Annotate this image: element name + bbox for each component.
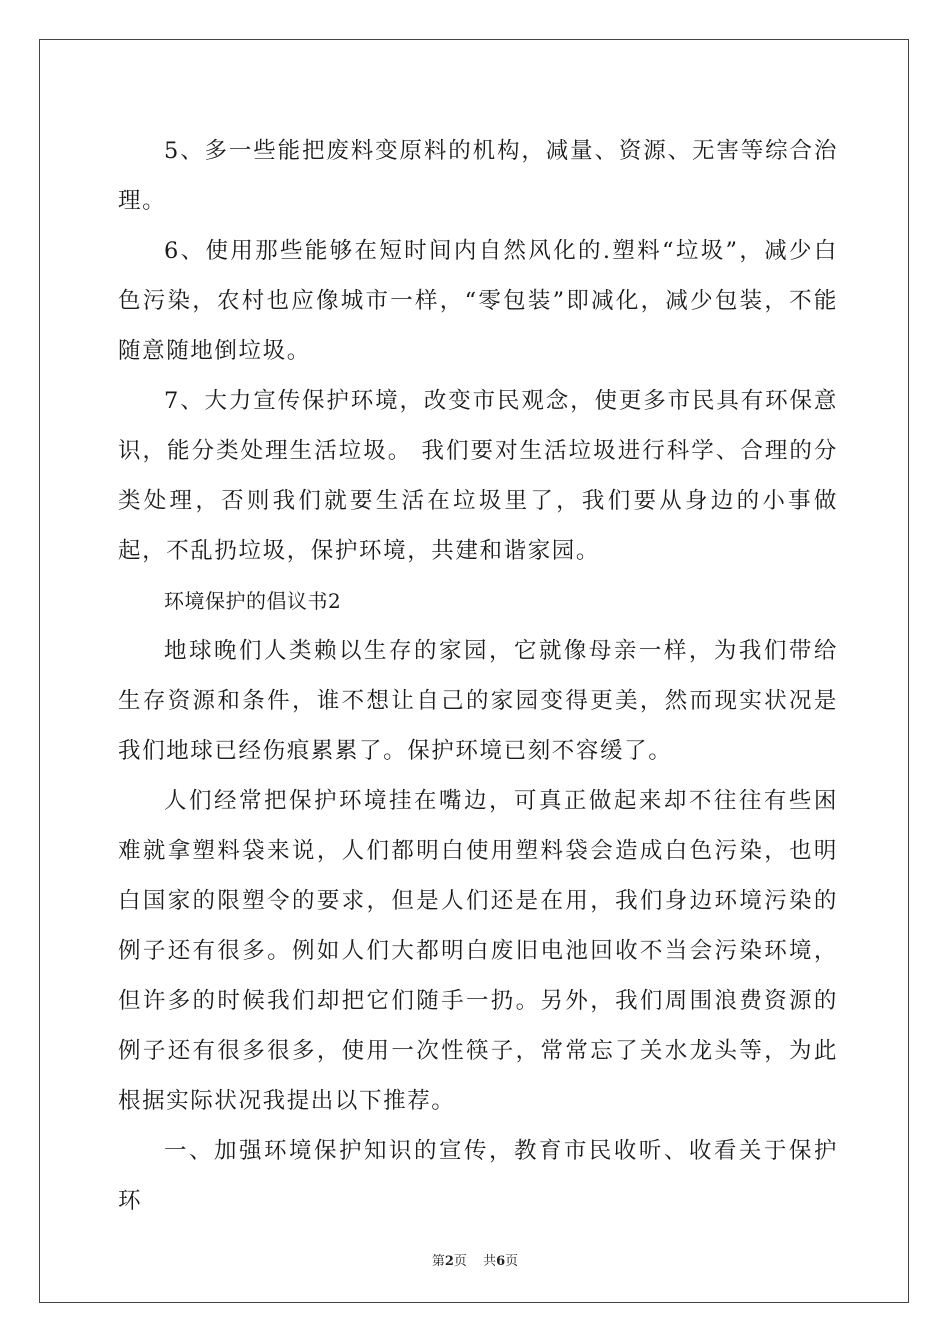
paragraph-item-5: 5、多一些能把废料变原料的机构，减量、资源、无害等综合治理。 <box>118 138 838 214</box>
paragraph-item-7: 7、大力宣传保护环境，改变市民观念，使更多市民具有环保意识，能分类处理生活垃圾。 我们要对生活垃圾进行科学、合理的分类处理，否则我们就要生活在垃圾里了，我们要从身边的小事做起，不乱扔垃圾，保护环境，共建和谐家园。 <box>118 388 838 564</box>
paragraph-examples: 人们经常把保护环境挂在嘴边，可真正做起来却不往往有些困难就拿塑料袋来说，人们都明白使用塑料袋会造成白色污染，也明白国家的限塑令的要求，但是人们还是在用，我们身边环境污染的例子还有很多。例如人们大都明白废旧电池回收不当会污染环境，但许多的时候我们却把它们随手一扔。另外，我们周围浪费资源的例子还有很多很多，使用一次性筷子，常常忘了关水龙头等，为此根据实际状况我提出以下推荐。 <box>118 788 838 1114</box>
total-pages: 共6页 <box>483 1254 519 1269</box>
document-body <box>118 126 838 1226</box>
paragraph-recommendation-1: 一、加强环境保护知识的宣传，教育市民收听、收看关于保护环 <box>118 1138 838 1214</box>
page-number: 第2页 <box>431 1254 467 1269</box>
section-heading: 环境保护的倡议书2 <box>164 589 342 613</box>
paragraph-intro: 地球晚们人类赖以生存的家园，它就像母亲一样，为我们带给生存资源和条件，谁不想让自己的家园变得更美，然而现实状况是我们地球已经伤痕累累了。保护环境已刻不容缓了。 <box>118 638 838 764</box>
page-footer <box>0 1250 950 1269</box>
paragraph-item-6: 6、使用那些能够在短时间内自然风化的.塑料“垃圾”，减少白色污染，农村也应像城市一样，“零包装”即减化，减少包装，不能随意随地倒垃圾。 <box>118 238 838 364</box>
